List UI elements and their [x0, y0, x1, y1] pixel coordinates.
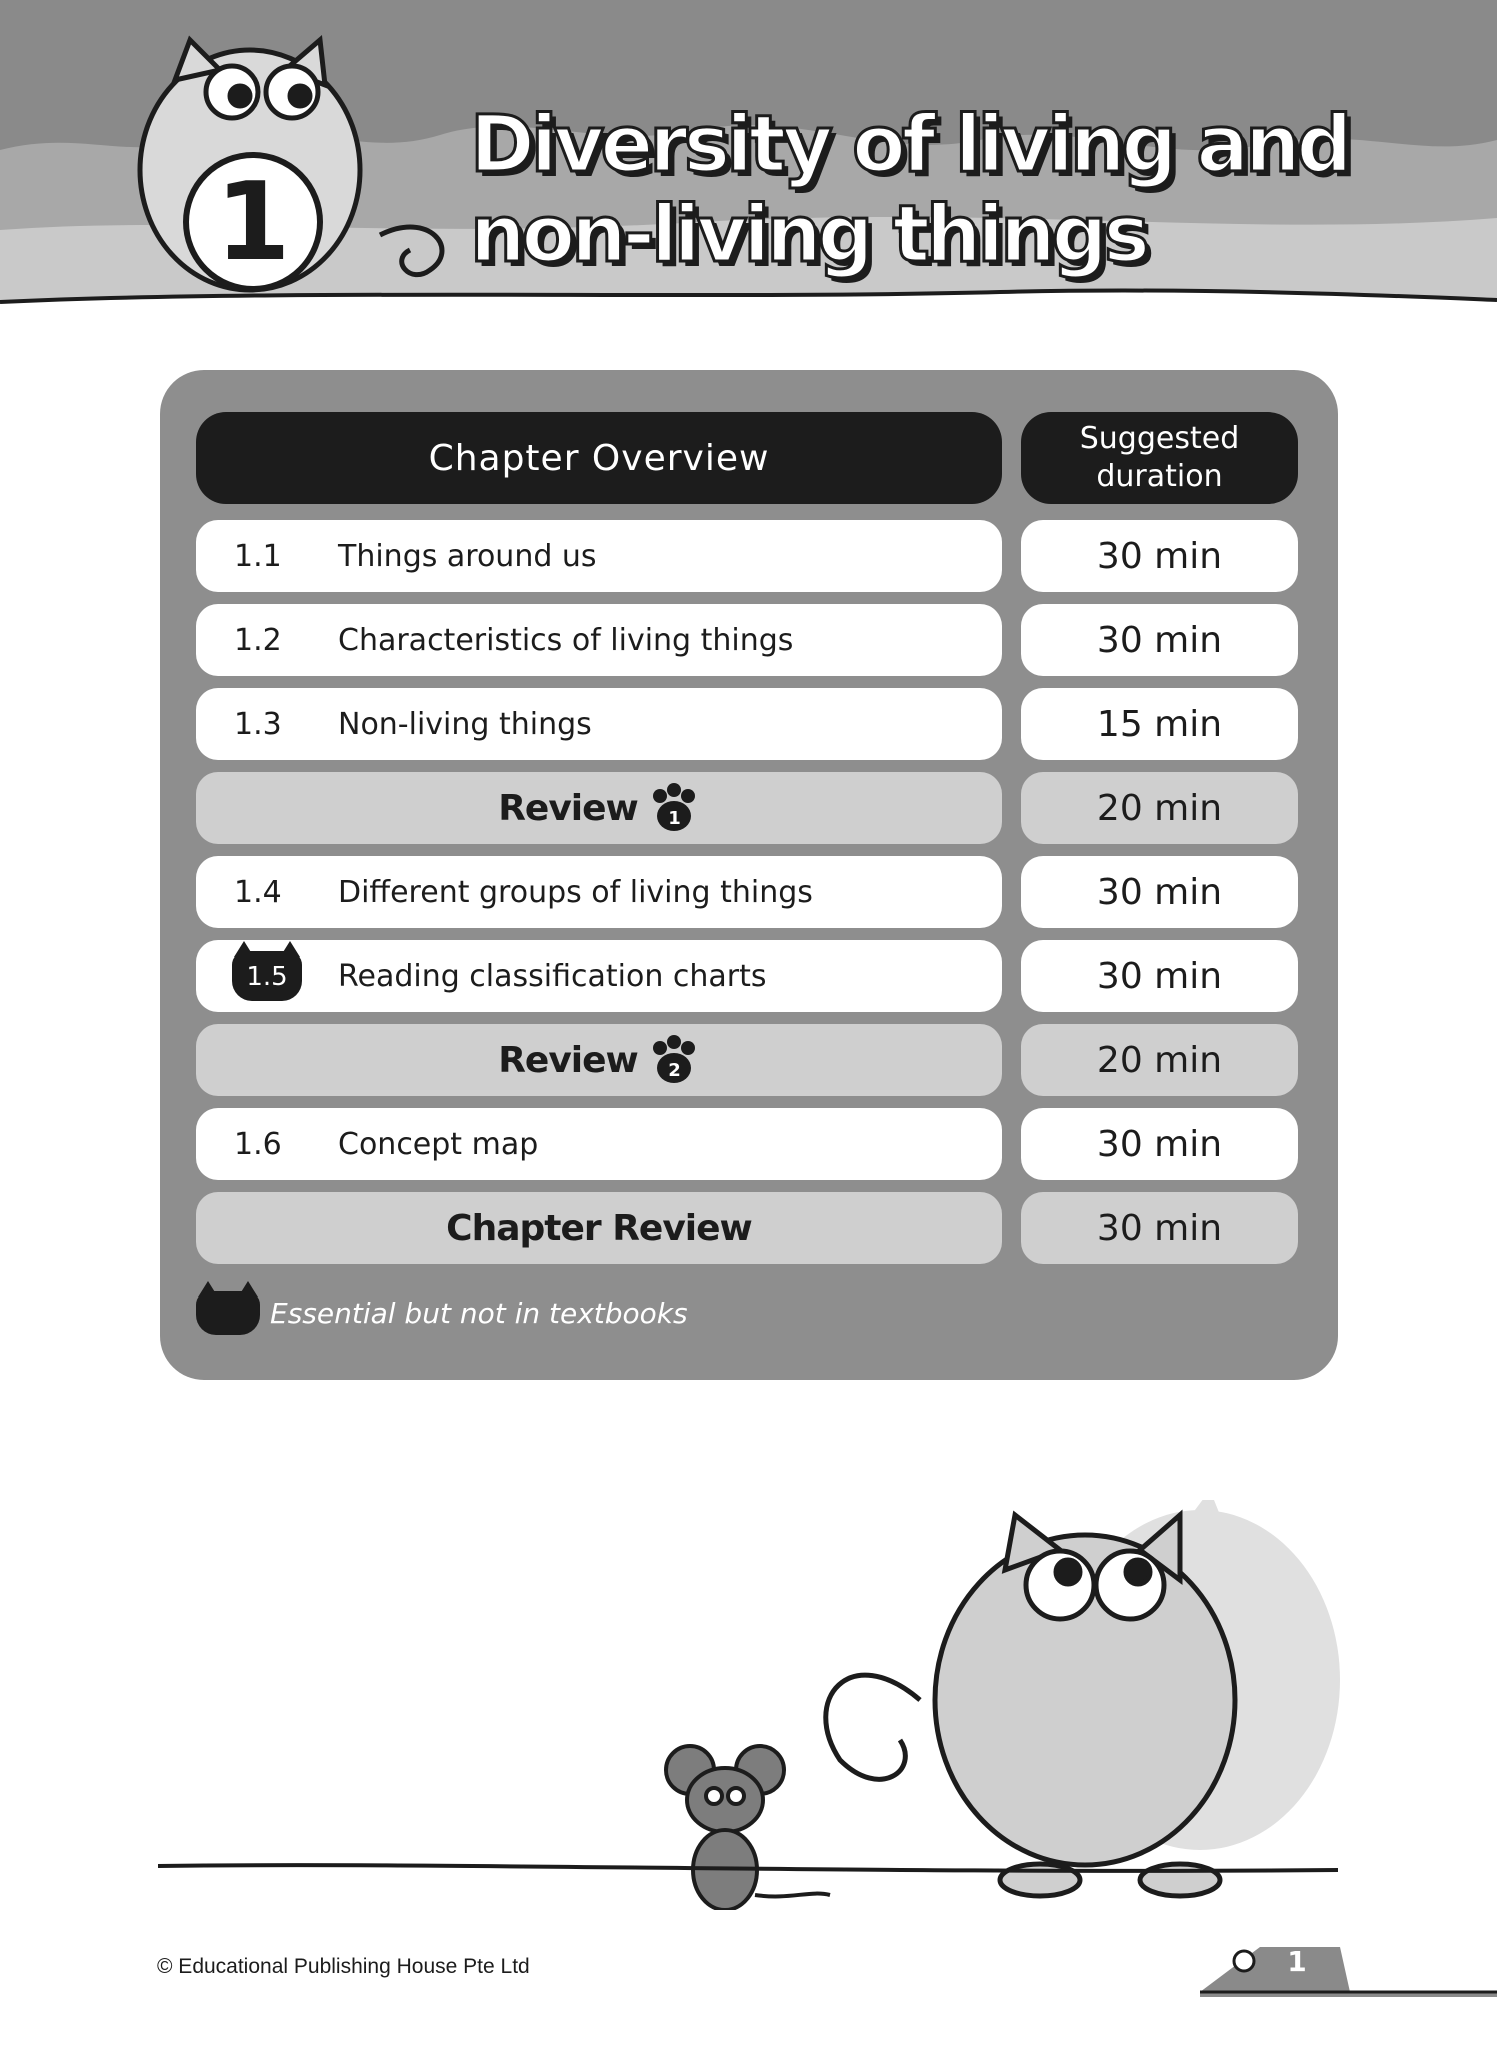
lesson-cell — [196, 688, 1002, 760]
table-row — [196, 940, 1298, 1012]
lesson-title: Different groups of living things — [338, 874, 813, 910]
duration-header — [1021, 412, 1298, 504]
lesson-number: 1.1 — [234, 538, 282, 574]
lesson-number: 1.2 — [234, 622, 282, 658]
chapter-title-line1: Diversity of living and — [470, 100, 1349, 190]
legend — [196, 1286, 688, 1340]
review-cell — [196, 1192, 1002, 1264]
review-cell — [196, 772, 1002, 844]
lesson-duration: 15 min — [1021, 688, 1298, 760]
review-duration: 30 min — [1021, 1192, 1298, 1264]
chapter-number-badge: 1 — [183, 152, 323, 292]
lesson-title: Concept map — [338, 1126, 539, 1162]
overview-header: Chapter Overview — [196, 412, 1002, 504]
lesson-cell — [196, 856, 1002, 928]
lesson-number: 1.3 — [234, 706, 282, 742]
lesson-duration: 30 min — [1021, 604, 1298, 676]
cat-badge-icon: 1.5 — [232, 951, 302, 1001]
table-row — [196, 604, 1298, 676]
chapter-title — [470, 100, 1370, 280]
lesson-title: Reading classification charts — [338, 958, 767, 994]
lesson-duration: 30 min — [1021, 520, 1298, 592]
review-row — [196, 772, 1298, 844]
lesson-title: Things around us — [338, 538, 597, 574]
lesson-number: 1.4 — [234, 874, 282, 910]
table-row — [196, 688, 1298, 760]
review-duration: 20 min — [1021, 772, 1298, 844]
lesson-duration: 30 min — [1021, 1108, 1298, 1180]
table-row — [196, 856, 1298, 928]
table-row — [196, 1108, 1298, 1180]
paw-number: 1 — [668, 808, 680, 829]
lesson-title: Characteristics of living things — [338, 622, 794, 658]
page-number: 1 — [1287, 1945, 1307, 1978]
duration-header-line1: Suggested — [1079, 421, 1240, 456]
lesson-title: Non-living things — [338, 706, 592, 742]
chapter-overview-panel — [160, 370, 1338, 1380]
paw-number: 2 — [668, 1060, 680, 1081]
review-label: Review — [498, 787, 638, 829]
lesson-cell — [196, 604, 1002, 676]
cat-badge-icon — [196, 1291, 260, 1335]
legend-text: Essential but not in textbooks — [270, 1296, 688, 1330]
review-row — [196, 1024, 1298, 1096]
review-cell — [196, 1024, 1002, 1096]
lesson-duration: 30 min — [1021, 856, 1298, 928]
chapter-title-line2: non-living things — [470, 190, 1146, 280]
review-duration: 20 min — [1021, 1024, 1298, 1096]
lesson-duration: 30 min — [1021, 940, 1298, 1012]
lesson-number: 1.6 — [234, 1126, 282, 1162]
review-label: Review — [498, 1039, 638, 1081]
ground-line — [158, 1848, 1338, 1898]
table-row — [196, 520, 1298, 592]
chapter-review-row — [196, 1192, 1298, 1264]
paw-icon — [648, 1034, 700, 1086]
lesson-cell — [196, 1108, 1002, 1180]
duration-header-line2: duration — [1096, 459, 1223, 494]
mouse-head-icon — [1234, 1951, 1254, 1971]
review-label: Chapter Review — [446, 1207, 752, 1249]
paw-icon — [648, 782, 700, 834]
lesson-cell — [196, 940, 1002, 1012]
page-number-tab — [1200, 1937, 1497, 1997]
copyright-text: © Educational Publishing House Pte Ltd — [157, 1955, 530, 1978]
lesson-cell — [196, 520, 1002, 592]
